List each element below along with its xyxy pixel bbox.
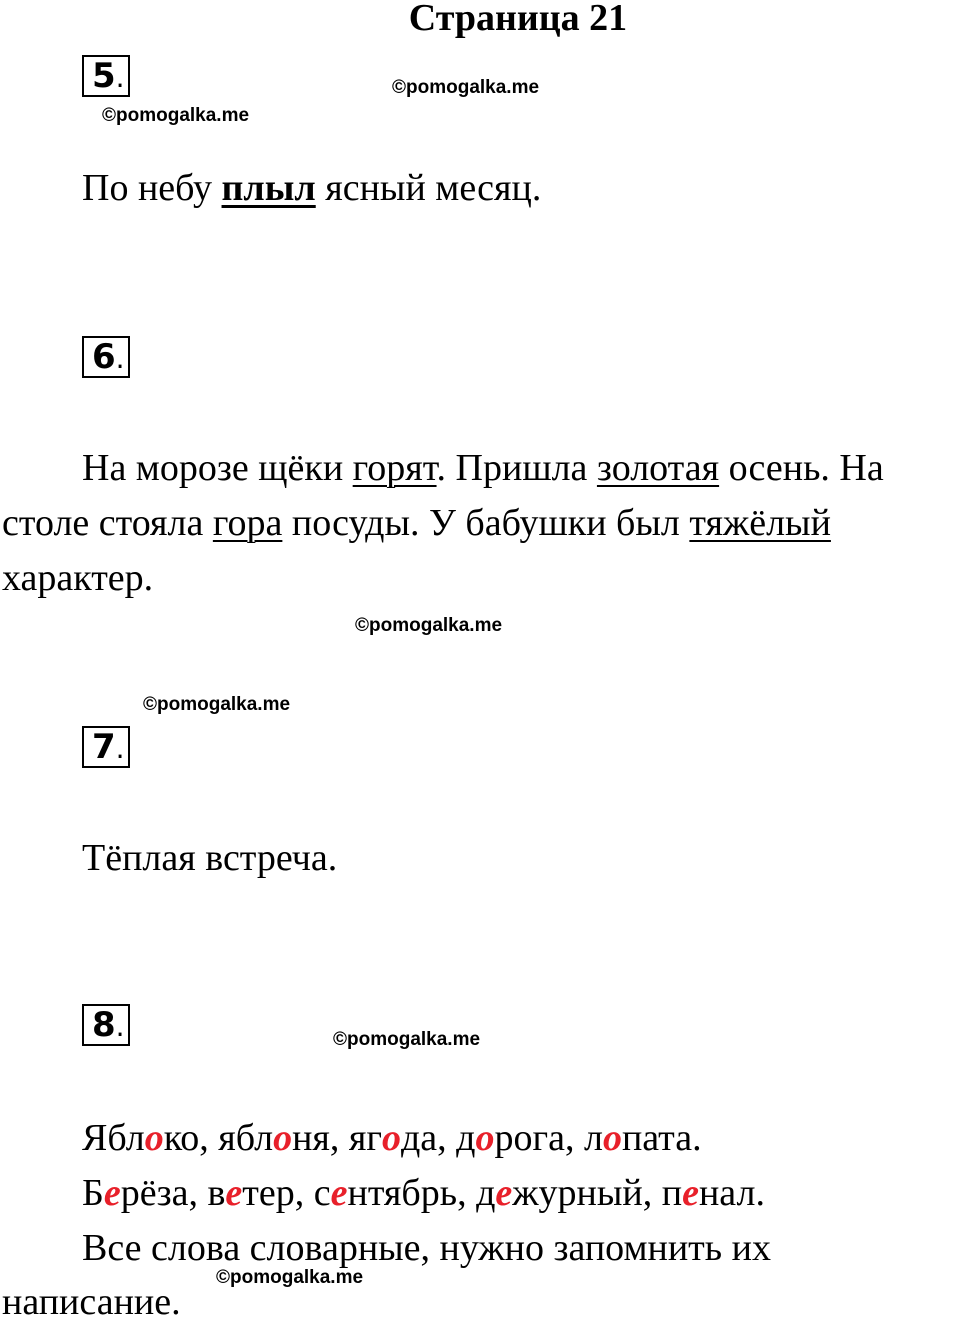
task-8-line-4: написание. <box>2 1281 181 1323</box>
watermark: ©pomogalka.me <box>355 615 503 636</box>
task-5-sentence <box>82 166 541 210</box>
task-number-label: 8 <box>92 1005 116 1045</box>
watermark: ©pomogalka.me <box>392 77 540 98</box>
text: нтябрь, д <box>347 1172 496 1214</box>
watermark: ©pomogalka.me <box>102 105 250 126</box>
text: тер, с <box>242 1172 331 1214</box>
underlined-word: горят <box>352 447 437 489</box>
task-number-6 <box>82 336 130 378</box>
page-title: Страница 21 <box>408 0 628 39</box>
task-8-line-2 <box>82 1171 765 1215</box>
text: да, д <box>400 1117 476 1159</box>
highlight-letter: о <box>381 1117 401 1159</box>
watermark: ©pomogalka.me <box>143 694 291 715</box>
task-6-line-3: характер. <box>2 557 154 599</box>
text: пата. <box>621 1117 702 1159</box>
text: осень. На <box>719 447 884 489</box>
predicate-word: плыл <box>221 167 316 209</box>
watermark: ©pomogalka.me <box>333 1029 481 1050</box>
task-8-line-1 <box>82 1116 702 1160</box>
underlined-word: тяжёлый <box>689 502 831 544</box>
task-number-label: 7 <box>92 727 116 767</box>
text: Ябл <box>82 1117 145 1159</box>
task-7-text: Тёплая встреча. <box>82 837 338 879</box>
task-number-dot: . <box>115 1010 125 1043</box>
highlight-letter: е <box>330 1172 348 1214</box>
highlight-letter: о <box>273 1117 293 1159</box>
text: По небу <box>82 167 222 209</box>
text: рога, л <box>494 1117 603 1159</box>
text: рёза, в <box>120 1172 226 1214</box>
text: . Пришла <box>436 447 597 489</box>
underlined-word: гора <box>212 502 283 544</box>
text: столе стояла <box>2 502 213 544</box>
highlight-letter: е <box>103 1172 121 1214</box>
text: ко, ябл <box>163 1117 274 1159</box>
text: журный, п <box>512 1172 683 1214</box>
task-number-5 <box>82 55 130 97</box>
highlight-letter: е <box>495 1172 513 1214</box>
task-number-8 <box>82 1004 130 1046</box>
highlight-letter: о <box>602 1117 622 1159</box>
task-6-line-2 <box>2 501 831 545</box>
highlight-letter: о <box>475 1117 495 1159</box>
highlight-letter: о <box>144 1117 164 1159</box>
task-number-dot: . <box>115 732 125 765</box>
watermark: ©pomogalka.me <box>216 1267 364 1288</box>
highlight-letter: е <box>225 1172 243 1214</box>
text: посуды. У бабушки был <box>282 502 690 544</box>
task-number-dot: . <box>115 342 125 375</box>
text: ня, яг <box>292 1117 382 1159</box>
task-number-dot: . <box>115 61 125 94</box>
task-8-line-3: Все слова словарные, нужно запомнить их <box>82 1227 771 1269</box>
text: нал. <box>698 1172 765 1214</box>
text: Б <box>82 1172 104 1214</box>
highlight-letter: е <box>682 1172 699 1214</box>
text: ясный месяц. <box>315 167 542 209</box>
text: На морозе щёки <box>82 447 353 489</box>
task-number-label: 5 <box>92 56 116 96</box>
underlined-word: золотая <box>596 447 720 489</box>
task-number-7 <box>82 726 130 768</box>
task-6-line-1 <box>82 446 884 490</box>
task-number-label: 6 <box>92 337 116 377</box>
